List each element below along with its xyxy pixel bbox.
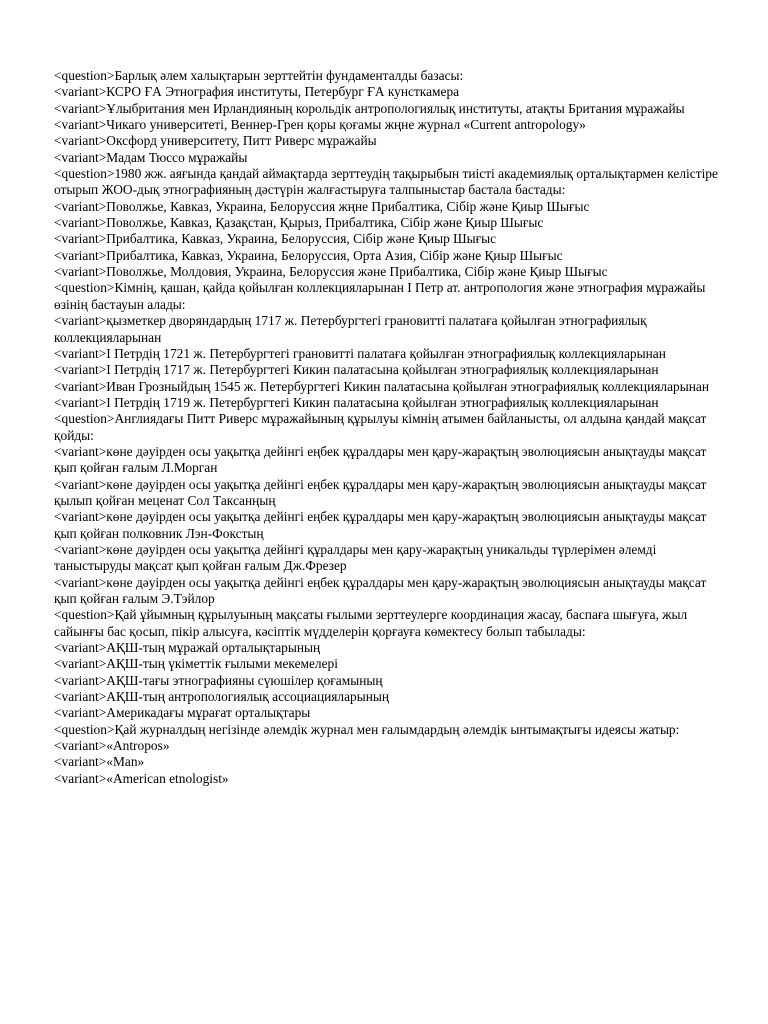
variant-line: <variant>көне дәуірден осы уақытқа дейінгі еңбек құралдары мен қару-жарақтың эволюциясын анықтауды мақсат қып қойған ғалым Л.Морган: [54, 443, 707, 476]
variant-line: <variant>Чикаго университеті, Веннер-Грен қоры қоғамы жңне журнал «Current antropology»: [54, 117, 586, 133]
variant-line: <variant>Прибалтика, Кавказ, Украина, Белоруссия, Орта Азия, Сібір және Қиыр Шығыс: [54, 247, 563, 263]
variant-line: <variant>КСРО ҒА Этнография институты, Петербург ҒА кунсткамера: [54, 84, 460, 100]
variant-line: <variant>Оксфорд университету, Питт Риверс мұражайы: [54, 133, 377, 149]
variant-line: <variant>«Antropos»: [54, 738, 170, 754]
variant-line: <variant>Поволжье, Молдовия, Украина, Белоруссия және Прибалтика, Сібір және Қиыр Шығыс: [54, 264, 608, 280]
variant-line: <variant>«Man»: [54, 754, 145, 770]
variant-line: <variant>АҚШ-тағы этнографияны сүюшілер қоғамының: [54, 672, 383, 688]
variant-line: <variant>Прибалтика, Кавказ, Украина, Белоруссия, Сібір және Қиыр Шығыс: [54, 231, 497, 247]
variant-line: <variant>«American etnologist»: [54, 770, 229, 786]
question-line: <question>1980 жж. аяғында қандай аймақтарда зерттеудің тақырыбын тиісті академиялық орталықтармен келістіре отырып ЖОО-дық этнографияның дәстүрін жалғастыруға талпыныстар бастала бастады:: [54, 166, 718, 198]
variant-line: <variant>АҚШ-тың мұражай орталықтарының: [54, 640, 321, 656]
question-line: <question>Кімнің, қашан, қайда қойылған коллекцияларынан І Петр ат. антропология және этнография мұражайы өзінің бастауын алады:: [54, 280, 706, 312]
question-line: <question>Қай ұйымның құрылуының мақсаты ғылыми зерттеулерге координация жасау, баспаға шығуға, жыл сайынғы бас қосып, пікір алысуға, кәсіптік мүдделерін қорғауға көмектесу болып табылады:: [54, 607, 688, 639]
variant-line: <variant>Ұлыбритания мен Ирландияның корольдік антропологиялық институты, атақты Британия мұражайы: [54, 100, 685, 116]
variant-line: <variant>Поволжье, Кавказ, Украина, Белоруссия жңне Прибалтика, Сібір және Қиыр Шығыс: [54, 198, 590, 214]
variant-line: <variant>көне дәуірден осы уақытқа дейінгі еңбек құралдары мен қару-жарақтың эволюциясын анықтауды мақсат қылып қойған меценат Сол Таксанңың: [54, 476, 707, 508]
variant-line: <variant>Америкадағы мұрағат орталықтары: [54, 705, 311, 721]
variant-line: <variant>көне дәуірден осы уақытқа дейінгі еңбек құралдары мен қару-жарақтың эволюциясын анықтауды мақсат қып қойған ғалым Э.Тэйлор: [54, 574, 707, 606]
variant-line: <variant>Поволжье, Кавказ, Қазақстан, Қырыз, Прибалтика, Сібір және Қиыр Шығыс: [54, 215, 544, 231]
variant-line: <variant>қызметкер дворяндардың 1717 ж. Петербургтегі грановитті палатаға қойылған этнографиялық коллекцияларынан: [54, 313, 647, 345]
question-line: <question>Англиядағы Питт Риверс мұражайының құрылуы кімнің атымен байланысты, ол алдына қандай мақсат қойды:: [54, 411, 707, 443]
question-line: <question>Барлық әлем халықтарын зерттейтін фундаменталды базасы:: [54, 68, 464, 83]
variant-line: <variant>АҚШ-тың үкіметтік ғылыми мекемелері: [54, 656, 338, 672]
variant-line: <variant>көне дәуірден осы уақытқа дейінгі құралдары мен қару-жарақтың уникальды түрлерімен әлемді таныстыруды мақсат қып қойған ғалым Дж.Фрезер: [54, 541, 657, 574]
variant-line: <variant>І Петрдің 1719 ж. Петербургтегі Кикин палатасына қойылған этнографиялық коллекцияларынан: [54, 394, 659, 410]
variant-line: <variant>көне дәуірден осы уақытқа дейінгі еңбек құралдары мен қару-жарақтың эволюциясын анықтауды мақсат қып қойған полковник Лэн-Фокстың: [54, 509, 707, 541]
variant-line: <variant>Иван Грозныйдың 1545 ж. Петербургтегі Кикин палатасына қойылған этнографиялық коллекцияларынан: [54, 378, 710, 394]
variant-line: <variant>АҚШ-тың антропологиялық ассоциацияларының: [54, 689, 390, 705]
question-line: <question>Қай журналдың негізінде әлемдік журнал мен ғалымдардың әлемдік ынтымақтығы идеясы жатыр:: [54, 721, 680, 737]
variant-line: <variant>І Петрдің 1721 ж. Петербургтегі грановитті палатаға қойылған этнографиялық коллекцияларынан: [54, 345, 666, 361]
variant-line: <variant>Мадам Тюссо мұражайы: [54, 149, 248, 165]
variant-line: <variant>І Петрдің 1717 ж. Петербургтегі Кикин палатасына қойылған этнографиялық коллекцияларынан: [54, 362, 659, 378]
document-body: [54, 68, 718, 787]
